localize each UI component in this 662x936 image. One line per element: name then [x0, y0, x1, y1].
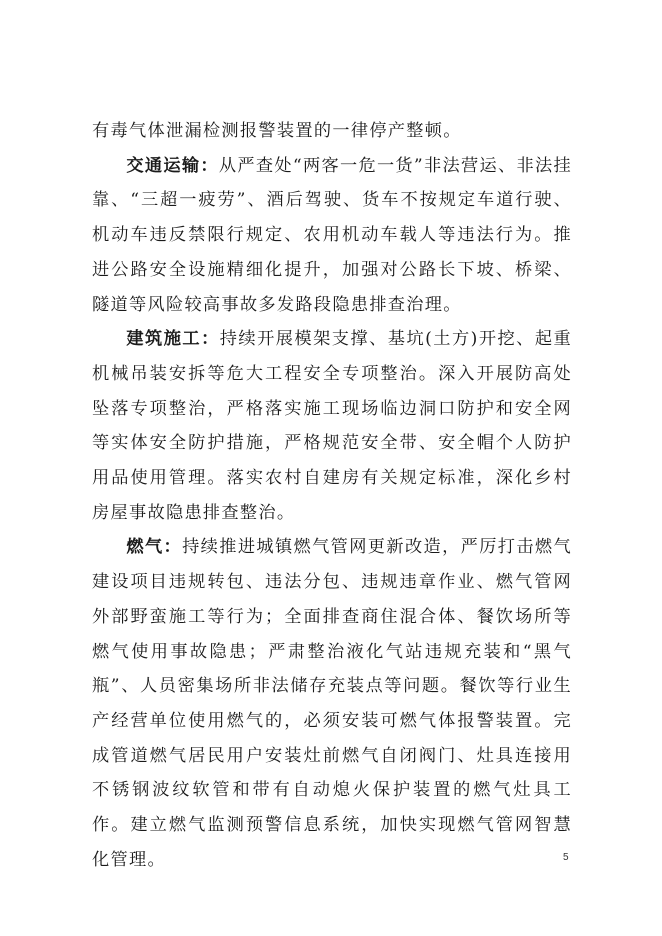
- paragraph-text: 有毒气体泄漏检测报警装置的一律停产整顿。: [92, 121, 462, 141]
- document-body: [92, 114, 572, 877]
- paragraph-text: 持续开展模架支撑、基坑(土方)开挖、起重机械吊装安拆等危大工程安全专项整治。深入开展防高处坠落专项整治，严格落实施工现场临边洞口防护和安全网等实体安全防护措施，严格规范安全带、安全帽个人防护用品使用管理。落实农村自建房有关规定标准，深化乡村房屋事故隐患排查整治。: [92, 329, 572, 523]
- paragraph-continuation: [92, 114, 572, 149]
- paragraph-text: 持续推进城镇燃气管网更新改造，严厉打击燃气建设项目违规转包、违法分包、违规违章作业、燃气管网外部野蛮施工等行为；全面排查商住混合体、餐饮场所等燃气使用事故隐患；严肃整治液化气站违规充装和“黑气瓶”、人员密集场所非法储存充装点等问题。餐饮等行业生产经营单位使用燃气的，必须安装可燃气体报警装置。完成管道燃气居民用户安装灶前燃气自闭阀门、灶具连接用不锈钢波纹软管和带有自动熄火保护装置的燃气灶具工作。建立燃气监测预警信息系统，加快实现燃气管网智慧化管理。: [92, 537, 572, 870]
- paragraph-construction: [92, 322, 572, 530]
- section-heading-construction: 建筑施工：: [126, 329, 220, 350]
- section-heading-gas: 燃气：: [126, 537, 183, 558]
- section-heading-transport: 交通运输：: [126, 155, 219, 176]
- paragraph-text: 从严查处“两客一危一货”非法营运、非法挂靠、“三超一疲劳”、酒后驾驶、货车不按规定车道行驶、机动车违反禁限行规定、农用机动车载人等违法行为。推进公路安全设施精细化提升，加强对公路长下坡、桥梁、隧道等风险较高事故多发路段隐患排查治理。: [92, 155, 572, 315]
- page-number: 5: [563, 852, 569, 863]
- paragraph-transport: [92, 149, 572, 323]
- paragraph-gas: [92, 530, 572, 877]
